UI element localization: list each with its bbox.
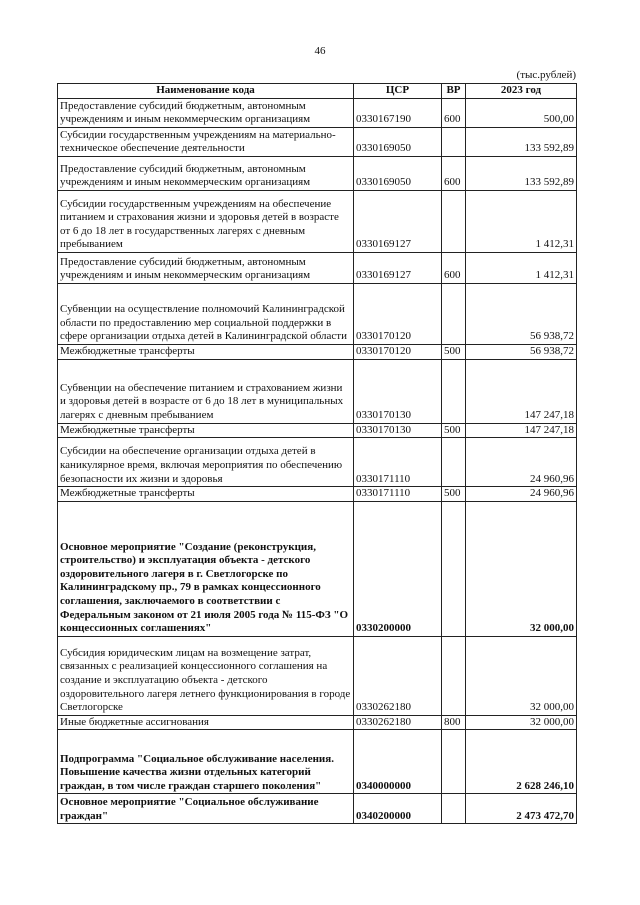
header-csr: ЦСР <box>354 84 442 99</box>
row-csr: 0330171110 <box>354 438 442 487</box>
table-row <box>58 487 577 502</box>
header-vr: ВР <box>442 84 466 99</box>
row-csr: 0330169050 <box>354 157 442 191</box>
row-vr <box>442 438 466 487</box>
row-amount: 32 000,00 <box>466 636 577 715</box>
table-row <box>58 191 577 253</box>
row-vr <box>442 501 466 636</box>
table-row <box>58 157 577 191</box>
row-amount: 147 247,18 <box>466 359 577 423</box>
table-row <box>58 636 577 715</box>
row-vr: 500 <box>442 345 466 360</box>
units-label: (тыс.рублей) <box>516 69 576 81</box>
row-name: Основное мероприятие "Создание (реконструкция, строительство) и эксплуатация объекта - детского оздоровительного лагеря в г. Светлогорске по Калининградскому пр., 79 в рамках концессионного соглашения, заключаемого в соответствии с Федеральным законом от 21 июля 2005 года № 115-ФЗ "О концессионных соглашениях" <box>58 501 354 636</box>
row-name: Субсидии на обеспечение организации отдыха детей в каникулярное время, включая мероприятия по обеспечению безопасности их жизни и здоровья <box>58 438 354 487</box>
row-csr: 0330170130 <box>354 423 442 438</box>
row-amount: 133 592,89 <box>466 157 577 191</box>
table-row <box>58 794 577 824</box>
row-amount: 2 628 246,10 <box>466 730 577 794</box>
row-vr <box>442 359 466 423</box>
row-vr: 600 <box>442 99 466 128</box>
table-header-row <box>58 84 577 99</box>
row-vr: 500 <box>442 423 466 438</box>
row-csr: 0330170120 <box>354 345 442 360</box>
row-csr: 0330170120 <box>354 284 442 345</box>
table-row <box>58 715 577 730</box>
row-csr: 0330169127 <box>354 253 442 284</box>
row-name: Субсидии государственным учреждениям на обеспечение питанием и страхования жизни и здоровья детей в возрасте от 6 до 18 лет в государственных лагерях с дневным пребыванием <box>58 191 354 253</box>
row-amount: 2 473 472,70 <box>466 794 577 824</box>
row-name: Подпрограмма "Социальное обслуживание населения. Повышение качества жизни отдельных категорий граждан, в том числе граждан старшего поколения" <box>58 730 354 794</box>
row-vr <box>442 128 466 157</box>
row-name: Предоставление субсидий бюджетным, автономным учреждениям и иным некоммерческим организациям <box>58 99 354 128</box>
row-csr: 0330169050 <box>354 128 442 157</box>
table-row <box>58 284 577 345</box>
row-amount: 147 247,18 <box>466 423 577 438</box>
table-row <box>58 345 577 360</box>
row-name: Межбюджетные трансферты <box>58 423 354 438</box>
row-csr: 0330262180 <box>354 715 442 730</box>
row-csr: 0330167190 <box>354 99 442 128</box>
row-amount: 500,00 <box>466 99 577 128</box>
row-vr: 500 <box>442 487 466 502</box>
table-row <box>58 501 577 636</box>
row-csr: 0340200000 <box>354 794 442 824</box>
row-vr <box>442 794 466 824</box>
row-name: Предоставление субсидий бюджетным, автономным учреждениям и иным некоммерческим организациям <box>58 157 354 191</box>
header-amount: 2023 год <box>466 84 577 99</box>
row-vr <box>442 284 466 345</box>
row-csr: 0330170130 <box>354 359 442 423</box>
row-name: Субсидии государственным учреждениям на материально-техническое обеспечение деятельности <box>58 128 354 157</box>
table-row <box>58 359 577 423</box>
row-name: Межбюджетные трансферты <box>58 487 354 502</box>
row-name: Иные бюджетные ассигнования <box>58 715 354 730</box>
table-row <box>58 253 577 284</box>
table-row <box>58 730 577 794</box>
row-vr <box>442 191 466 253</box>
table-row <box>58 128 577 157</box>
table-row <box>58 99 577 128</box>
row-name: Межбюджетные трансферты <box>58 345 354 360</box>
row-vr: 800 <box>442 715 466 730</box>
row-amount: 24 960,96 <box>466 438 577 487</box>
row-vr: 600 <box>442 253 466 284</box>
row-name: Субсидия юридическим лицам на возмещение затрат, связанных с реализацией концессионного соглашения на создание и эксплуатацию объекта - детского оздоровительного лагеря летнего функционирования в городе Светлогорске <box>58 636 354 715</box>
row-csr: 0330169127 <box>354 191 442 253</box>
row-csr: 0330171110 <box>354 487 442 502</box>
row-vr <box>442 636 466 715</box>
row-amount: 56 938,72 <box>466 345 577 360</box>
header-name: Наименование кода <box>58 84 354 99</box>
budget-table <box>57 83 577 824</box>
row-name: Субвенции на обеспечение питанием и страхованием жизни и здоровья детей в возрасте от 6 до 18 лет в муниципальных лагерях с дневным пребыванием <box>58 359 354 423</box>
table-row <box>58 438 577 487</box>
row-csr: 0330200000 <box>354 501 442 636</box>
row-name: Предоставление субсидий бюджетным, автономным учреждениям и иным некоммерческим организациям <box>58 253 354 284</box>
page-number: 46 <box>314 45 326 57</box>
row-amount: 56 938,72 <box>466 284 577 345</box>
row-name: Основное мероприятие "Социальное обслуживание граждан" <box>58 794 354 824</box>
row-vr: 600 <box>442 157 466 191</box>
table-row <box>58 423 577 438</box>
row-amount: 133 592,89 <box>466 128 577 157</box>
row-amount: 32 000,00 <box>466 715 577 730</box>
row-csr: 0340000000 <box>354 730 442 794</box>
row-amount: 1 412,31 <box>466 253 577 284</box>
row-vr <box>442 730 466 794</box>
row-amount: 24 960,96 <box>466 487 577 502</box>
row-csr: 0330262180 <box>354 636 442 715</box>
row-amount: 32 000,00 <box>466 501 577 636</box>
row-amount: 1 412,31 <box>466 191 577 253</box>
row-name: Субвенции на осуществление полномочий Калининградской области по предоставлению мер социальной поддержки в сфере организации отдыха детей в Калининградской области <box>58 284 354 345</box>
